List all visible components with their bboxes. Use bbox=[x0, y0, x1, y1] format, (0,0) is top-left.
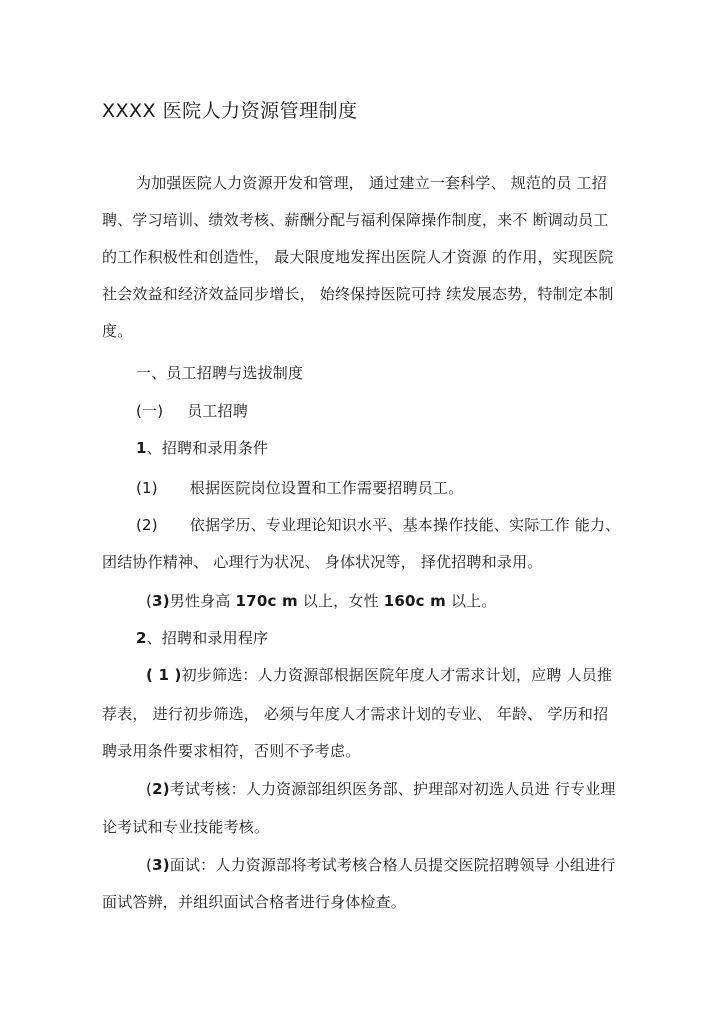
condition-2-line-1 bbox=[136, 514, 620, 535]
procedure-open-paren: ( bbox=[146, 856, 153, 874]
subsection-heading bbox=[136, 400, 248, 421]
condition-text-1: 男性身高 bbox=[169, 592, 236, 610]
procedure-2-line-2: 论考试和专业技能考核。 bbox=[102, 818, 270, 836]
condition-text-2: 以上，女性 bbox=[297, 592, 384, 610]
document-title: XXXX 医院人力资源管理制度 bbox=[102, 100, 358, 122]
condition-2-line-2: 团结协作精神、 心理行为状况、 身体状况等， 择优招聘和录用。 bbox=[102, 553, 543, 571]
intro-line-4: 社会效益和经济效益同步增长， 始终保持医院可持 续发展态势，特制定本制 bbox=[102, 285, 614, 303]
intro-line-2: 聘、学习培训、绩效考核、薪酬分配与福利保障操作制度，来不 断调动员工 bbox=[102, 211, 609, 229]
condition-3 bbox=[146, 590, 497, 611]
item-number: 1 bbox=[136, 439, 147, 457]
procedure-marker: 3) bbox=[152, 856, 170, 874]
subsection-marker: (一) bbox=[136, 402, 164, 420]
procedure-open-paren: ( bbox=[146, 780, 153, 798]
condition-1 bbox=[136, 477, 463, 498]
procedure-1-line-1 bbox=[146, 664, 612, 685]
condition-marker: (2) bbox=[136, 516, 158, 534]
item-heading-2 bbox=[136, 627, 268, 648]
procedure-1-line-2: 荐表， 进行初步筛选， 必须与年度人才需求计划的专业、 年龄、 学历和招 bbox=[102, 705, 609, 723]
procedure-2-line-1 bbox=[146, 778, 616, 799]
subsection-label: 员工招聘 bbox=[187, 402, 249, 420]
item-label: 、招聘和录用条件 bbox=[146, 439, 269, 457]
procedure-3-line-2: 面试答辨，并组织面试合格者进行身体检查。 bbox=[102, 893, 407, 911]
procedure-text: 初步筛选：人力资源部根据医院年度人才需求计划，应聘 人员推 bbox=[181, 666, 613, 684]
condition-marker: (1) bbox=[136, 479, 158, 497]
intro-line-3: 的工作积极性和创造性， 最大限度地发挥出医院人才资源 的作用，实现医院 bbox=[102, 248, 614, 266]
condition-open-paren: ( bbox=[146, 592, 153, 610]
condition-text-3: 以上。 bbox=[446, 592, 497, 610]
procedure-3-line-1 bbox=[146, 854, 616, 875]
condition-marker: 3) bbox=[152, 592, 170, 610]
intro-line-1: 为加强医院人力资源开发和管理， 通过建立一套科学、 规范的员 工招 bbox=[136, 174, 607, 192]
female-height: 160c m bbox=[383, 592, 447, 610]
procedure-1-line-3: 聘录用条件要求相符，否则不予考虑。 bbox=[102, 742, 361, 760]
procedure-marker: ( 1 ) bbox=[146, 666, 182, 684]
procedure-marker: 2) bbox=[152, 780, 170, 798]
item-heading-1 bbox=[136, 437, 268, 458]
condition-text: 依据学历、专业理论知识水平、基本操作技能、实际工作 能力、 bbox=[189, 516, 621, 534]
intro-line-5: 度。 bbox=[102, 322, 133, 340]
condition-text: 根据医院岗位设置和工作需要招聘员工。 bbox=[189, 479, 464, 497]
procedure-text: 面试：人力资源部将考试考核合格人员提交医院招聘领导 小组进行 bbox=[169, 856, 616, 874]
male-height: 170c m bbox=[235, 592, 298, 610]
item-number: 2 bbox=[136, 629, 147, 647]
section-heading: 一、员工招聘与选拔制度 bbox=[136, 364, 304, 382]
item-label: 、招聘和录用程序 bbox=[146, 629, 269, 647]
procedure-text: 考试考核：人力资源部组织医务部、护理部对初选人员进 行专业理 bbox=[169, 780, 616, 798]
